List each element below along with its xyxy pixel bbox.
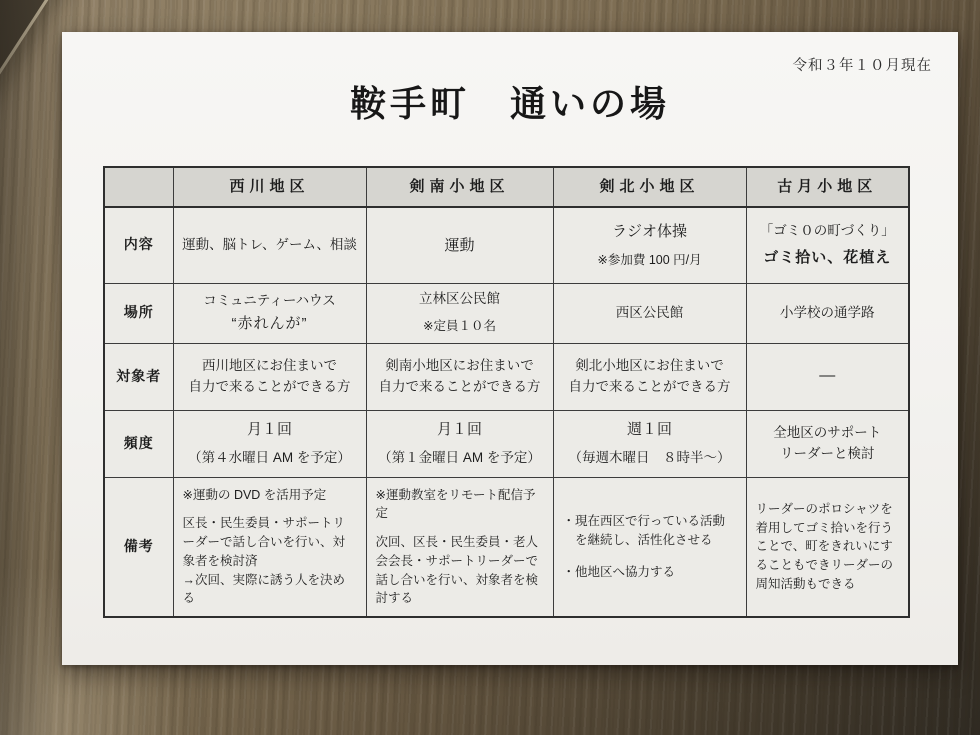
cell-place-kennan	[366, 283, 553, 343]
date-note: 令和３年１０月現在	[792, 58, 932, 74]
cell-frequency-kenboku	[553, 410, 746, 477]
gathering-places-table	[103, 166, 910, 618]
row-label-frequency: 頻度	[104, 410, 173, 477]
cell-notes-kennan	[366, 477, 553, 617]
cell-place-furutsuki	[746, 283, 909, 343]
cell-line: 運動	[444, 236, 475, 254]
cell-line: ・現在西区で行っている活動を継続し、活性化させる	[562, 514, 726, 547]
cell-content-nishikawa	[173, 207, 366, 283]
row-place	[104, 283, 909, 343]
cell-notes-nishikawa	[173, 477, 366, 617]
left-shadow	[0, 0, 58, 735]
document-paper	[62, 32, 958, 665]
cell-line: 全地区のサポート	[773, 424, 882, 440]
row-label-place: 場所	[104, 283, 173, 343]
cell-line: （毎週木曜日 ８時半～）	[568, 450, 731, 466]
cell-line: ・他地区へ協力する	[562, 564, 676, 579]
cell-content-kenboku	[553, 207, 746, 283]
cell-line: 自力で来ることができる方	[188, 378, 351, 394]
cell-line: “赤れんが”	[231, 314, 308, 332]
col-header-kennan: 剣南小地区	[366, 167, 553, 207]
cell-line: 週１回	[626, 420, 672, 438]
corner-cell	[104, 167, 173, 207]
cell-content-furutsuki	[746, 207, 909, 283]
cell-line: ※定員１０名	[423, 319, 496, 334]
cell-target-nishikawa	[173, 343, 366, 410]
cell-line: ラジオ体操	[611, 223, 687, 241]
cell-line: 月１回	[436, 420, 482, 438]
cell-target-furutsuki	[746, 343, 909, 410]
cell-line: 西区公民館	[615, 304, 684, 320]
cell-line: 運動、脳トレ、ゲーム、相談	[182, 236, 357, 252]
col-header-furutsuki: 古月小地区	[746, 167, 909, 207]
cell-frequency-nishikawa	[173, 410, 366, 477]
cell-line: 自力で来ることができる方	[378, 378, 541, 394]
cell-line: ゴミ拾い、花植え	[763, 249, 892, 267]
cell-frequency-kennan	[366, 410, 553, 477]
cell-line: リーダーのポロシャツを着用してゴミ拾いを行うことで、町をきれいにすることもできリーダーの周知活動もできる	[755, 501, 894, 591]
cell-line: コミュニティーハウス	[203, 292, 336, 308]
row-label-target: 対象者	[104, 343, 173, 410]
cell-line: 区長・民生委員・サポートリーダーで話し合いを行い、対象者を検討済	[182, 516, 346, 568]
row-label-content: 内容	[104, 207, 173, 283]
cell-line: （第４水曜日 AM を予定）	[188, 450, 351, 466]
cell-line: ―	[819, 367, 836, 385]
cell-place-nishikawa	[173, 283, 366, 343]
cell-line: 立林区公民館	[419, 291, 500, 307]
cell-line: 「ゴミ０の町づくり」	[759, 223, 895, 239]
col-header-kenboku: 剣北小地区	[553, 167, 746, 207]
row-frequency	[104, 410, 909, 477]
cell-line: ※運動教室をリモート配信予定	[375, 487, 536, 521]
cell-line: 自力で来ることができる方	[568, 378, 731, 394]
cell-target-kennan	[366, 343, 553, 410]
cell-line: （第１金曜日 AM を予定）	[378, 450, 541, 466]
cell-line: →次回、実際に誘う人を決める	[182, 572, 346, 606]
cell-content-kennan	[366, 207, 553, 283]
cell-line: 小学校の通学路	[780, 304, 875, 320]
cell-frequency-furutsuki	[746, 410, 909, 477]
cell-line: 次回、区長・民生委員・老人会会長・サポートリーダーで話し合いを行い、対象者を検討する	[375, 535, 539, 606]
cell-notes-furutsuki	[746, 477, 909, 617]
cell-notes-kenboku	[553, 477, 746, 617]
cell-line: 剣北小地区にお住まいで	[575, 357, 724, 373]
header-row	[104, 167, 909, 207]
page-title: 鞍手町 通いの場	[349, 83, 670, 124]
cell-line: リーダーと検討	[780, 445, 875, 461]
row-notes	[104, 477, 909, 617]
col-header-nishikawa: 西川地区	[173, 167, 366, 207]
cell-target-kenboku	[553, 343, 746, 410]
cell-place-kenboku	[553, 283, 746, 343]
cell-line: 月１回	[246, 420, 292, 438]
cell-line: 西川地区にお住まいで	[202, 357, 337, 373]
row-target	[104, 343, 909, 410]
row-label-notes: 備考	[104, 477, 173, 617]
cell-line: ※運動の DVD を活用予定	[182, 487, 327, 502]
cell-line: 剣南小地区にお住まいで	[385, 357, 534, 373]
cell-line: ※参加費 100 円/月	[597, 252, 702, 267]
row-content	[104, 207, 909, 283]
